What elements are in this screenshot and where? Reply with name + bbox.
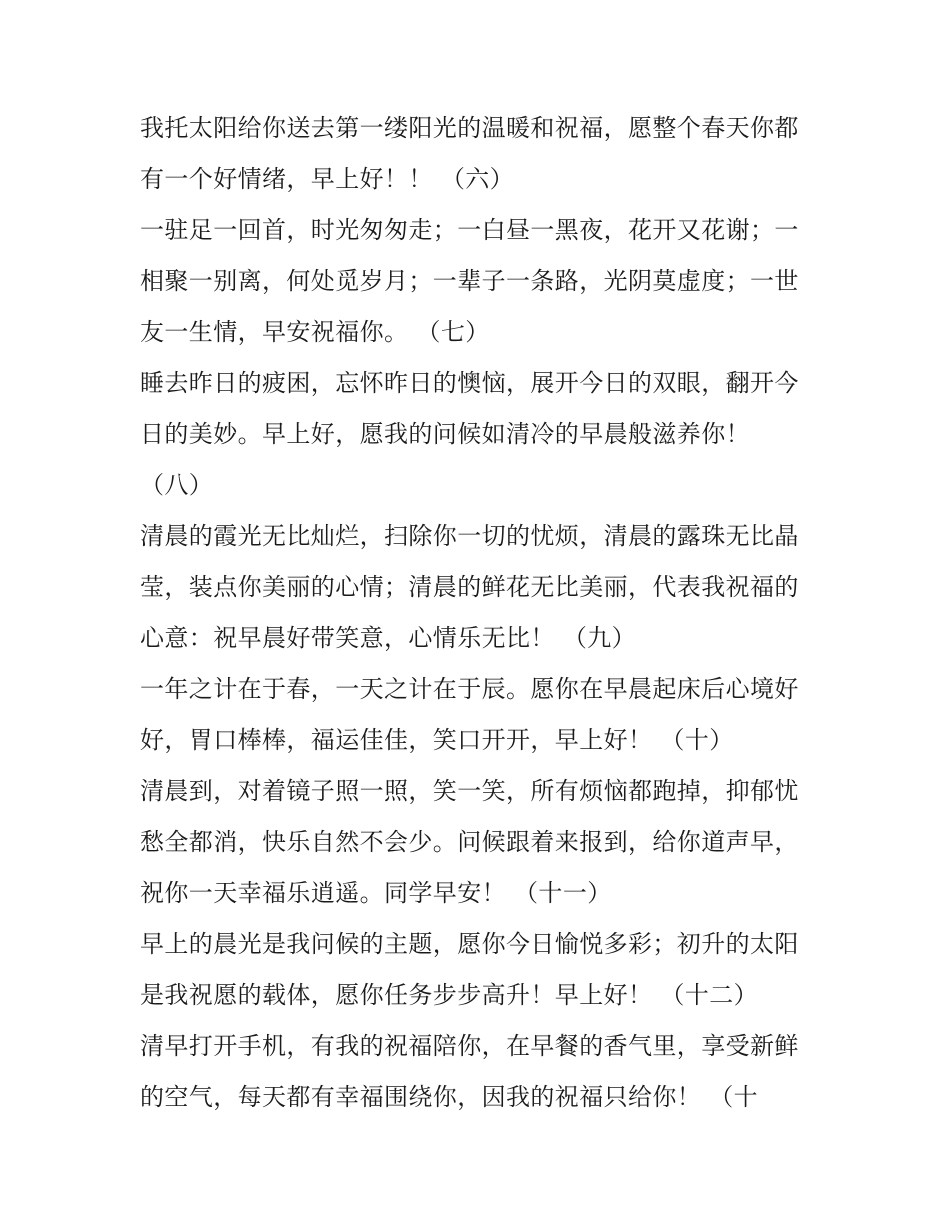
text-line-2: 有一个好情绪，早上好！！ （六） <box>140 165 515 193</box>
text-line-12: 一年之计在于春，一天之计在于辰。愿你在早晨起床后心境好 <box>140 675 799 703</box>
text-line-14: 清晨到，对着镜子照一照，笑一笑，所有烦恼都跑掉，抑郁忧 <box>140 777 799 805</box>
text-line-17: 早上的晨光是我问候的主题，愿你今日愉悦多彩；初升的太阳 <box>140 930 799 958</box>
text-line-10: 莹，装点你美丽的心情；清晨的鲜花无比美丽，代表我祝福的 <box>140 573 799 601</box>
text-line-20: 的空气，每天都有幸福围绕你，因我的祝福只给你！ （十 <box>140 1083 759 1111</box>
text-line-6: 睡去昨日的疲困，忘怀昨日的懊恼，展开今日的双眼，翻开今 <box>140 369 799 397</box>
text-line-15: 愁全都消，快乐自然不会少。问候跟着来报到，给你道声早， <box>140 828 799 856</box>
document-body <box>140 103 820 1123</box>
text-line-9: 清晨的霞光无比灿烂，扫除你一切的忧烦，清晨的露珠无比晶 <box>140 522 799 550</box>
text-line-19: 清早打开手机，有我的祝福陪你，在早餐的香气里，享受新鲜 <box>140 1032 799 1060</box>
text-line-18: 是我祝愿的载体，愿你任务步步高升！早上好！ （十二） <box>140 981 759 1009</box>
text-line-4: 相聚一别离，何处觅岁月；一辈子一条路，光阴莫虚度；一世 <box>140 267 799 295</box>
text-line-5: 友一生情，早安祝福你。 （七） <box>140 318 490 346</box>
text-line-3: 一驻足一回首，时光匆匆走；一白昼一黑夜，花开又花谢；一 <box>140 216 799 244</box>
text-line-1: 我托太阳给你送去第一缕阳光的温暖和祝福，愿整个春天你都 <box>140 114 799 142</box>
text-line-16: 祝你一天幸福乐逍遥。同学早安！ （十一） <box>140 879 612 907</box>
text-line-11: 心意：祝早晨好带笑意，心情乐无比！ （九） <box>140 624 637 652</box>
text-line-7: 日的美妙。早上好，愿我的问候如清冷的早晨般滋养你！ <box>140 420 750 448</box>
text-line-13: 好，胃口棒棒，福运佳佳，笑口开开，早上好！ （十） <box>140 726 734 754</box>
text-line-8: （八） <box>140 471 214 499</box>
